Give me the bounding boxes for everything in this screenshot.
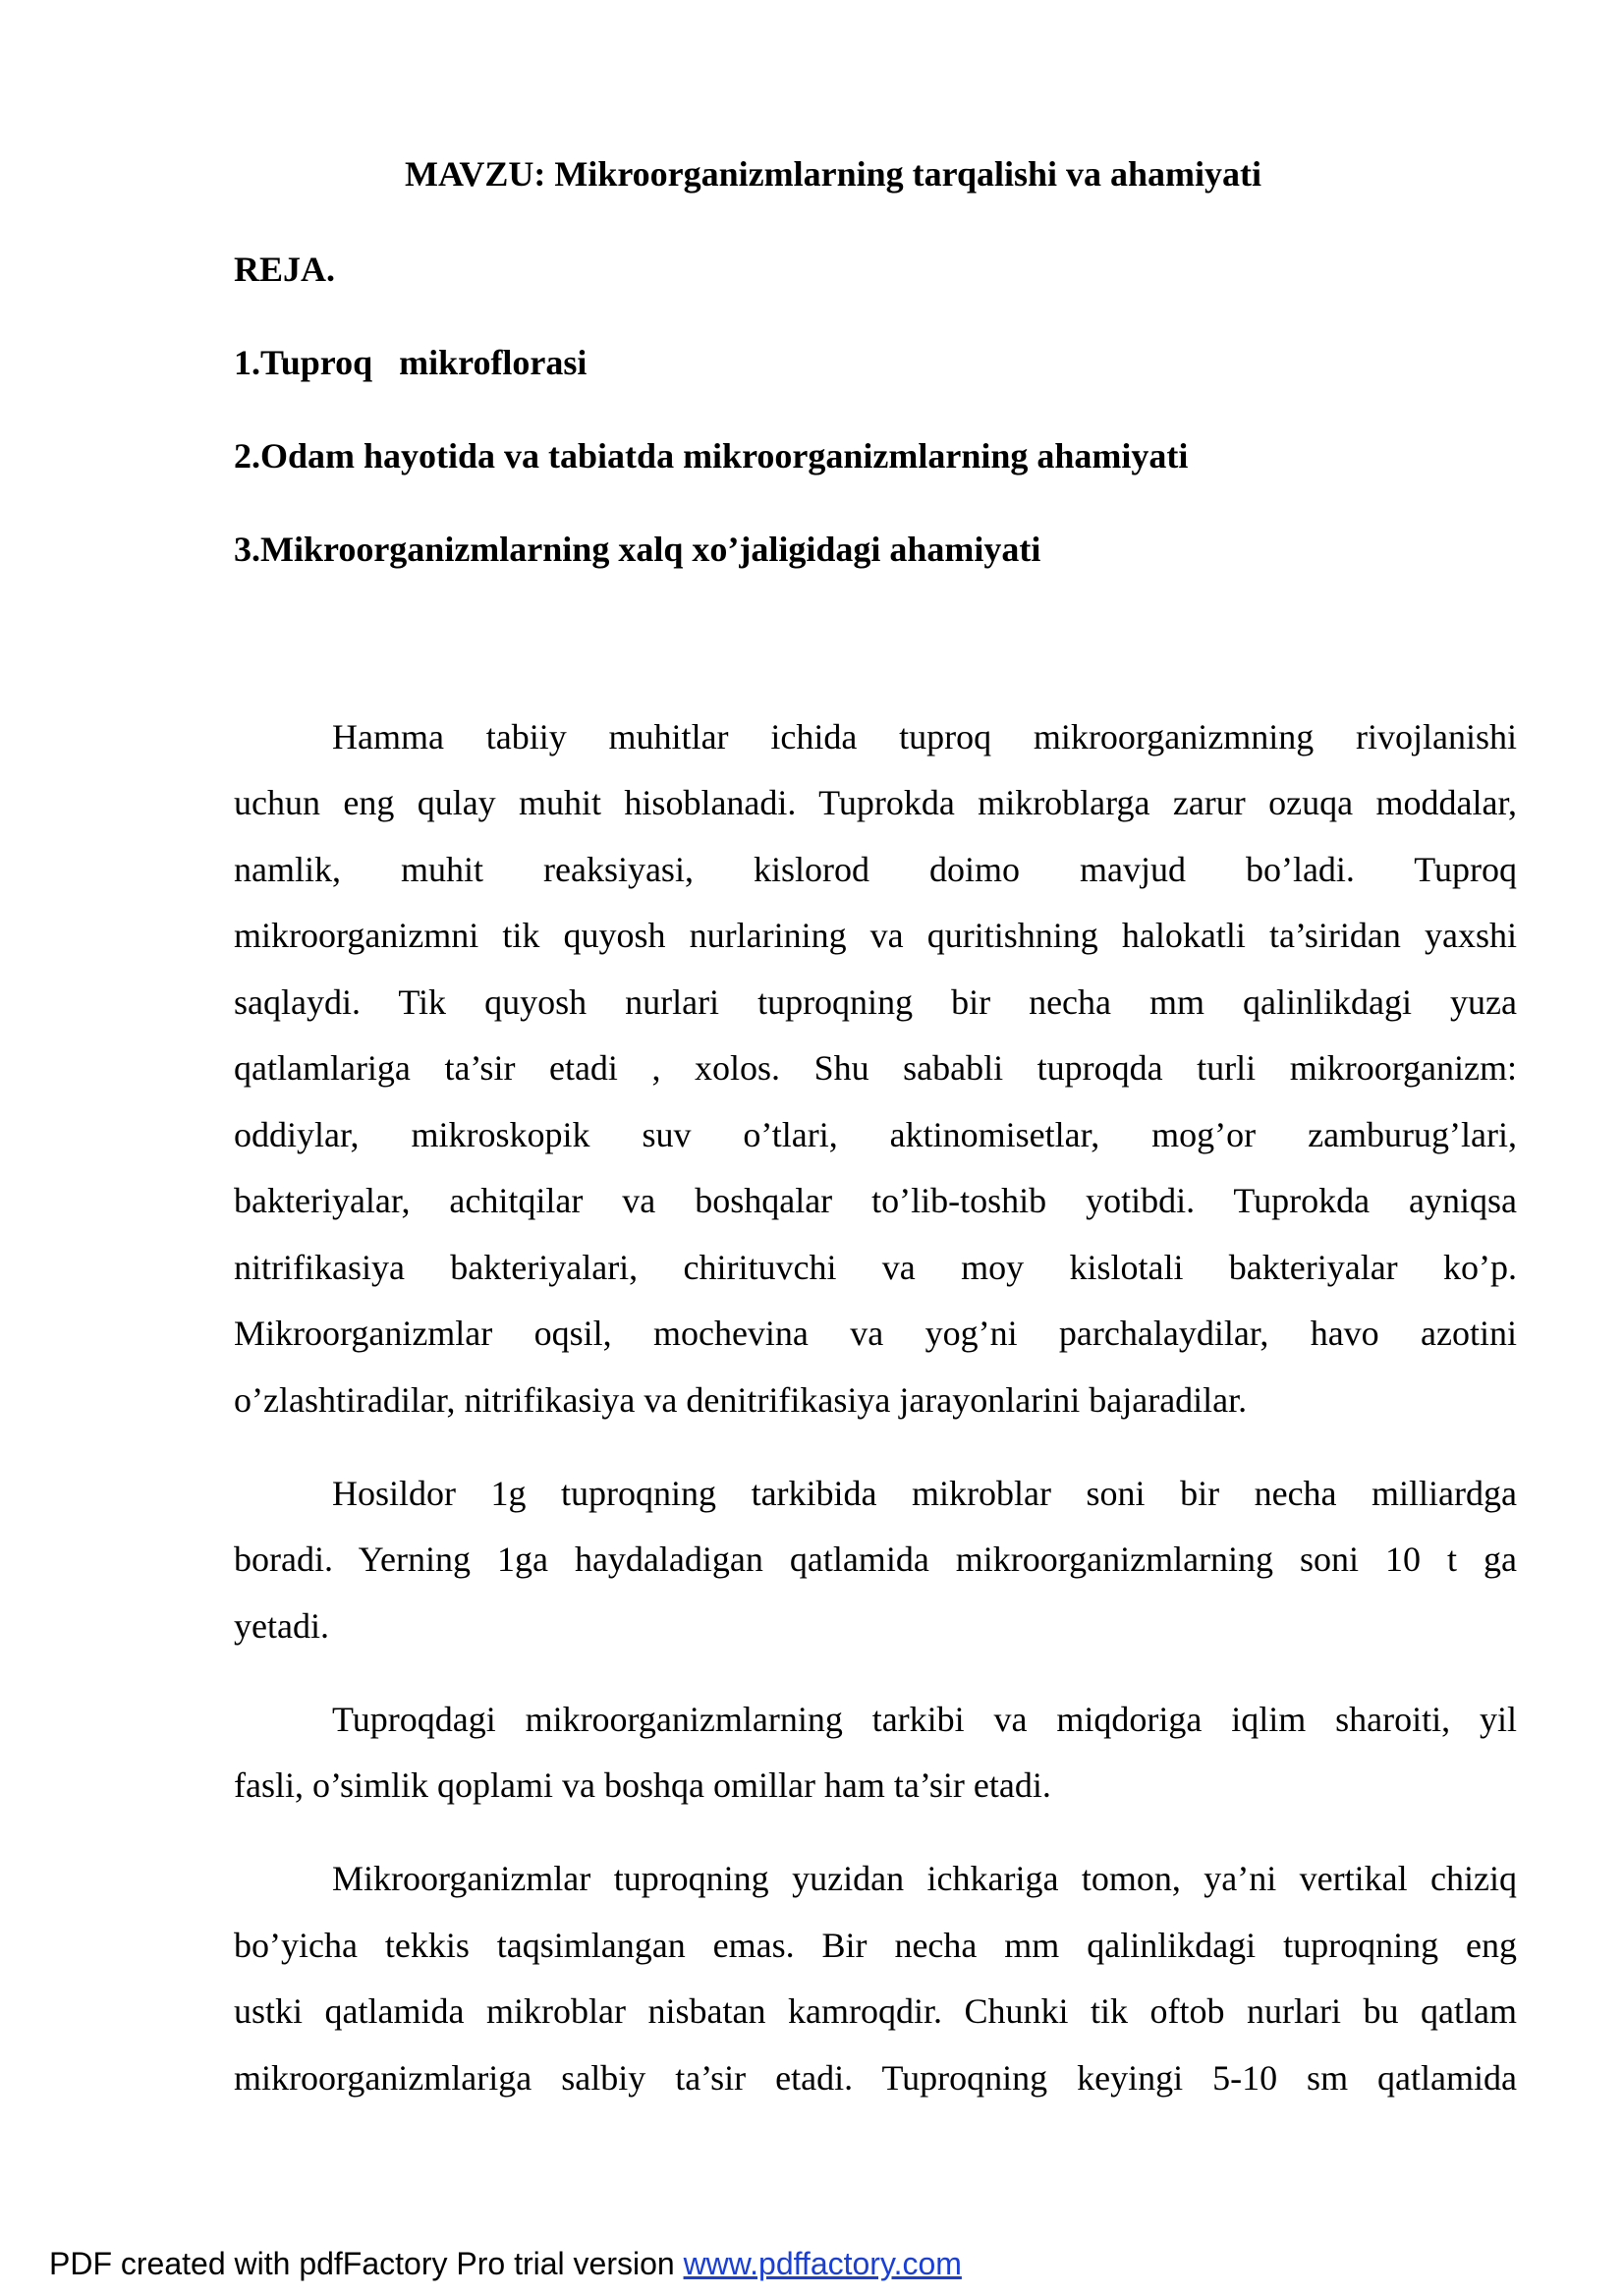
text-line: bakteriyalar, achitqilar va boshqalar to’lib-toshib yotibdi. Tuprokda ayniqsa [234, 1181, 1517, 1220]
plan-item: 3.Mikroorganizmlarning xalq xo’jaligidagi ahamiyati [234, 530, 1041, 569]
text-line: yetadi. [234, 1606, 329, 1646]
text-line: uchun eng qulay muhit hisoblanadi. Tuprokda mikroblarga zarur ozuqa moddalar, [234, 783, 1517, 822]
text-line: namlik, muhit reaksiyasi, kislorod doimo mavjud bo’ladi. Tuproq [234, 850, 1517, 889]
text-line: qatlamlariga ta’sir etadi , xolos. Shu sababli tuproqda turli mikroorganizm: [234, 1048, 1517, 1088]
text-line: Mikroorganizmlar tuproqning yuzidan ichkariga tomon, ya’ni vertikal chiziq [332, 1859, 1517, 1898]
plan-item: 2.Odam hayotida va tabiatda mikroorganizmlarning ahamiyati [234, 436, 1189, 476]
text-line: boradi. Yerning 1ga haydaladigan qatlamida mikroorganizmlarning soni 10 t ga [234, 1540, 1517, 1579]
text-line: oddiylar, mikroskopik suv o’tlari, aktinomisetlar, mog’or zamburug’lari, [234, 1115, 1517, 1154]
text-line: o’zlashtiradilar, nitrifikasiya va denitrifikasiya jarayonlarini bajaradilar. [234, 1380, 1248, 1420]
text-line: nitrifikasiya bakteriyalari, chirituvchi va moy kislotali bakteriyalar ko’p. [234, 1248, 1517, 1287]
footer-link[interactable]: www.pdffactory.com [683, 2246, 962, 2281]
text-line: ustki qatlamida mikroblar nisbatan kamroqdir. Chunki tik oftob nurlari bu qatlam [234, 1991, 1517, 2031]
plan-heading: REJA. [234, 250, 336, 289]
text-line: mikroorganizmni tik quyosh nurlarining va quritishning halokatli ta’siridan yaxshi [234, 916, 1517, 955]
text-line: Hosildor 1g tuproqning tarkibida mikroblar soni bir necha milliardga [332, 1474, 1517, 1513]
footer-text: PDF created with pdfFactory Pro trial version [49, 2246, 684, 2281]
text-line: fasli, o’simlik qoplami va boshqa omillar ham ta’sir etadi. [234, 1765, 1051, 1805]
plan-item: 1.Tuproq mikroflorasi [234, 343, 588, 382]
text-line: bo’yicha tekkis taqsimlangan emas. Bir necha mm qalinlikdagi tuproqning eng [234, 1926, 1517, 1965]
text-line: Hamma tabiiy muhitlar ichida tuproq mikroorganizmning rivojlanishi [332, 717, 1517, 756]
text-line: Tuproqdagi mikroorganizmlarning tarkibi va miqdoriga iqlim sharoiti, yil [332, 1700, 1517, 1739]
text-line: mikroorganizmlariga salbiy ta’sir etadi. Tuproqning keyingi 5-10 sm qatlamida [234, 2058, 1517, 2098]
page-title: MAVZU: Mikroorganizmlarning tarqalishi va ahamiyati [405, 154, 1262, 194]
text-line: saqlaydi. Tik quyosh nurlari tuproqning bir necha mm qalinlikdagi yuza [234, 982, 1517, 1022]
text-line: Mikroorganizmlar oqsil, mochevina va yog’ni parchalaydilar, havo azotini [234, 1314, 1517, 1353]
pdf-footer [49, 2242, 962, 2285]
